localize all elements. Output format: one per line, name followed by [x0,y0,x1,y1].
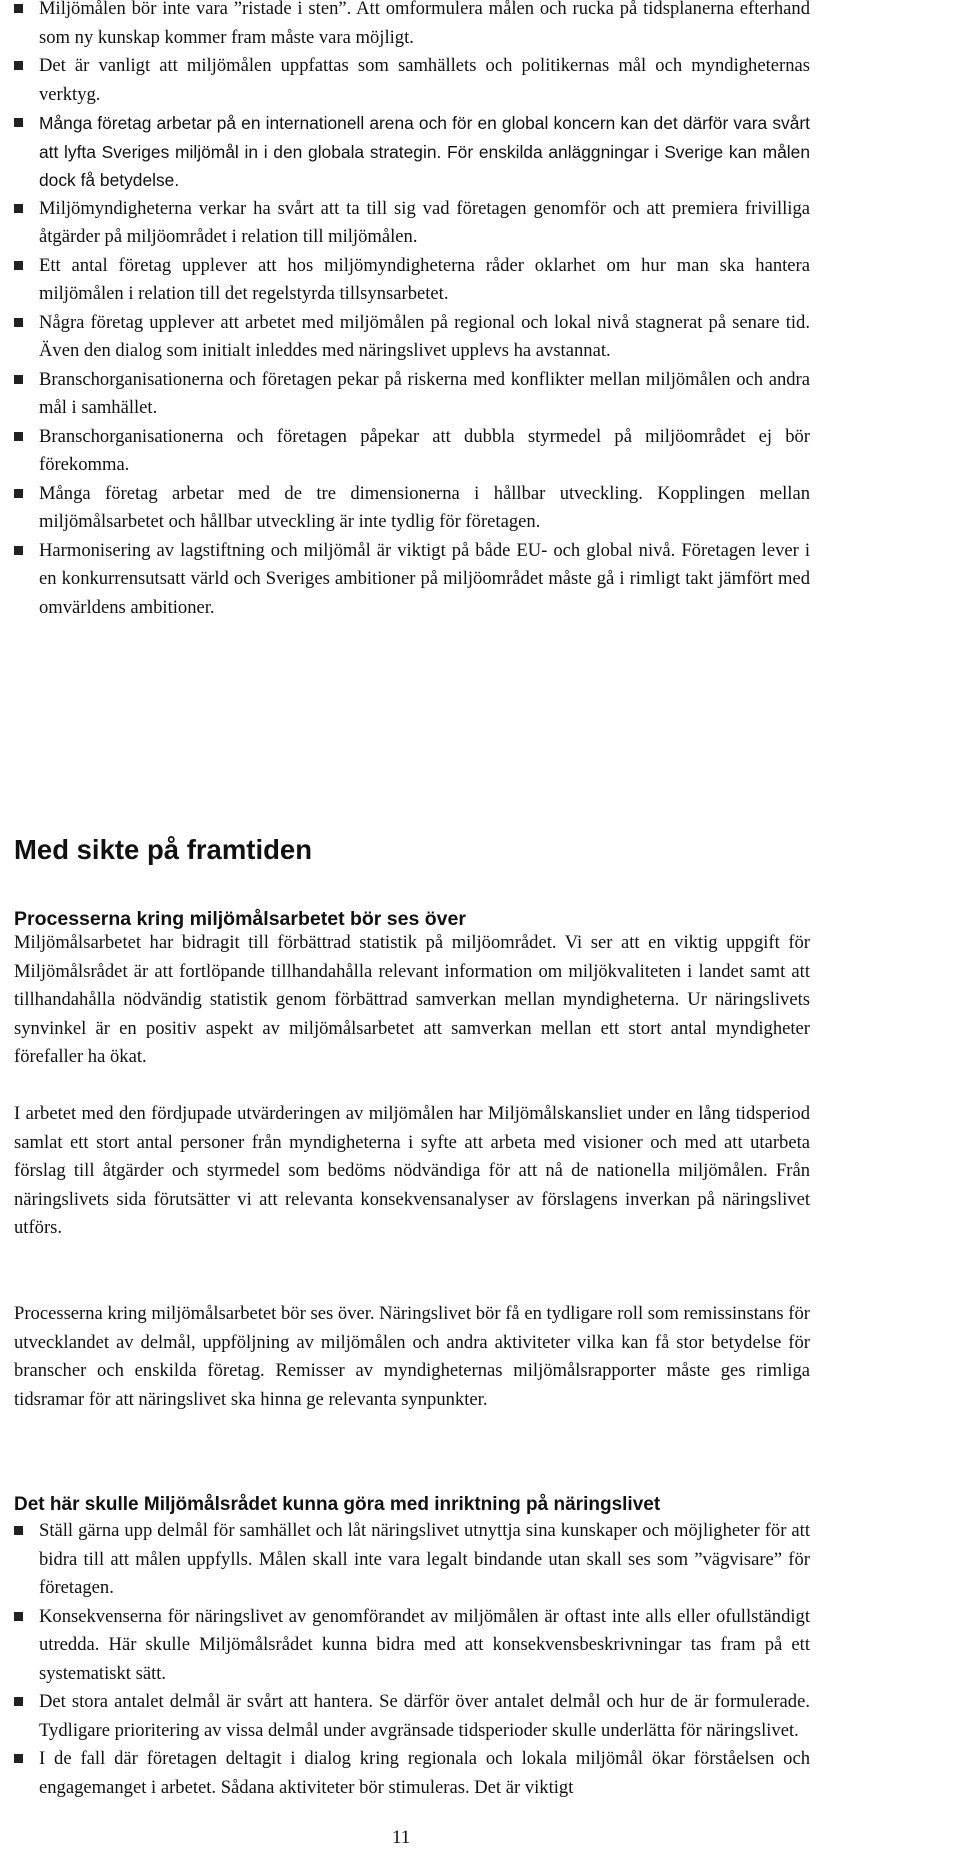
list-item-text: Miljömålen bör inte vara ”ristade i sten”. Att omformulera målen och rucka på tidsplanerna efterhand som ny kunskap kommer fram måste vara möjligt. [39,0,810,48]
list-item-text: Miljömyndigheterna verkar ha svårt att ta till sig vad företagen genomför och att premiera frivilliga åtgärder på miljöområdet i relation till miljömålen. [39,197,810,247]
list-item-text: Branschorganisationerna och företagen pekar på riskerna med konflikter mellan miljömålen och andra mål i samhället. [39,368,810,418]
list-item [14,480,810,537]
list-item [14,195,810,252]
subsection-heading: Processerna kring miljömålsarbetet bör ses över [14,908,466,930]
square-bullet-icon [14,432,23,441]
list-item-text: Ställ gärna upp delmål för samhället och låt näringslivet utnyttja sina kunskaper och möjligheter för att bidra till att målen uppfylls. Målen skall inte vara legalt bindande utan skall ses som ”vägvisare” för företagen. [39,1520,810,1598]
square-bullet-icon [14,375,23,384]
list-item-text: Ett antal företag upplever att hos miljömyndigheterna råder oklarhet om hur man ska hantera miljömålen i relation till det regelstyrda tillsynsarbetet. [39,254,810,304]
observations-list [14,0,810,622]
body-paragraph: Miljömålsarbetet har bidragit till förbättrad statistik på miljöområdet. Vi ser att en viktig uppgift för Miljömålsrådet är att fortlöpande tillhandahålla relevant information om miljökvaliteten i landet samt att tillhandahålla nödvändig statistik genom förbättrad samverkan mellan myndigheterna. Ur näringslivets synvinkel är en positiv aspekt av miljömålsarbetet att samverkan mellan ett stort antal myndigheter förefaller ha ökat. [14,932,810,1067]
list-item [14,1517,810,1603]
list-item-text: Det stora antalet delmål är svårt att hantera. Se därför över antalet delmål och hur de är formulerade. Tydligare prioritering av vissa delmål under avgränsade tidsperioder skulle underlätta för näringslivet. [39,1691,810,1741]
section-heading: Med sikte på framtiden [14,834,312,865]
list-item [14,309,810,366]
square-bullet-icon [14,261,23,270]
list-item [14,366,810,423]
list-item-text: Det är vanligt att miljömålen uppfattas som samhällets och politikernas mål och myndigheternas verktyg. [39,55,810,105]
list-item-text: Några företag upplever att arbetet med miljömålen på regional och lokal nivå stagnerat på senare tid. Även den dialog som initialt inleddes med näringslivet upplevs ha avstannat. [39,311,810,361]
square-bullet-icon [14,118,23,127]
list-item-text: Många företag arbetar på en internationell arena och för en global koncern kan det därför vara svårt att lyfta Sveriges miljömål in i den globala strategin. För enskilda anläggningar i Sverige kan målen dock få betydelse. [39,113,810,190]
square-bullet-icon [14,4,23,13]
list-item [14,0,810,52]
body-paragraph: Processerna kring miljömålsarbetet bör ses över. Näringslivet bör få en tydligare roll som remissinstans för utvecklandet av delmål, uppföljning av miljömålen och andra aktiviteter vilka kan få stor betydelse för branscher och enskilda företag. Remisser av myndigheternas miljömålsrapporter måste ges rimliga tidsramar för att näringslivet ska hinna ge relevanta synpunkter. [14,1303,810,1410]
page-number: 11 [392,1827,411,1848]
subsection-heading: Det här skulle Miljömålsrådet kunna göra med inriktning på näringslivet [14,1494,661,1515]
list-item [14,1745,810,1802]
list-item-text: Branschorganisationerna och företagen påpekar att dubbla styrmedel på miljöområdet ej bör förekomma. [39,425,810,475]
square-bullet-icon [14,1754,23,1763]
list-item [14,109,810,195]
square-bullet-icon [14,204,23,213]
list-item-text: I de fall där företagen deltagit i dialog kring regionala och lokala miljömål ökar förståelsen och engagemanget i arbetet. Sådana aktiviteter bör stimuleras. Det är viktigt [39,1748,810,1798]
list-item [14,1603,810,1689]
square-bullet-icon [14,318,23,327]
square-bullet-icon [14,489,23,498]
list-item [14,537,810,623]
list-item [14,1688,810,1745]
square-bullet-icon [14,546,23,555]
list-item [14,252,810,309]
list-item-text: Många företag arbetar med de tre dimensionerna i hållbar utveckling. Kopplingen mellan miljömålsarbetet och hållbar utveckling är inte tydlig för företagen. [39,482,810,532]
body-paragraph: I arbetet med den fördjupade utvärderingen av miljömålen har Miljömålskansliet under en lång tidsperiod samlat ett stort antal personer från myndigheterna i syfte att arbeta med visioner och med att utarbeta förslag till åtgärder och styrmedel som bedöms nödvändiga för att nå de nationella miljömålen. Från näringslivets sida förutsätter vi att relevanta konsekvensanalyser av förslagens inverkan på näringslivet utförs. [14,1103,810,1238]
square-bullet-icon [14,1526,23,1535]
square-bullet-icon [14,1697,23,1706]
list-item [14,52,810,109]
square-bullet-icon [14,61,23,70]
list-item-text: Harmonisering av lagstiftning och miljömål är viktigt på både EU- och global nivå. Företagen lever i en konkurrensutsatt värld och Sveriges ambitioner på miljöområdet måste gå i rimligt takt jämfört med omvärldens ambitioner. [39,539,810,618]
list-item-text: Konsekvenserna för näringslivet av genomförandet av miljömålen är oftast inte alls eller ofullständigt utredda. Här skulle Miljömålsrådet kunna bidra med att konsekvensbeskrivningar tas fram på ett systematiskt sätt. [39,1605,810,1684]
square-bullet-icon [14,1612,23,1621]
list-item [14,423,810,480]
recommendations-list [14,1517,810,1802]
